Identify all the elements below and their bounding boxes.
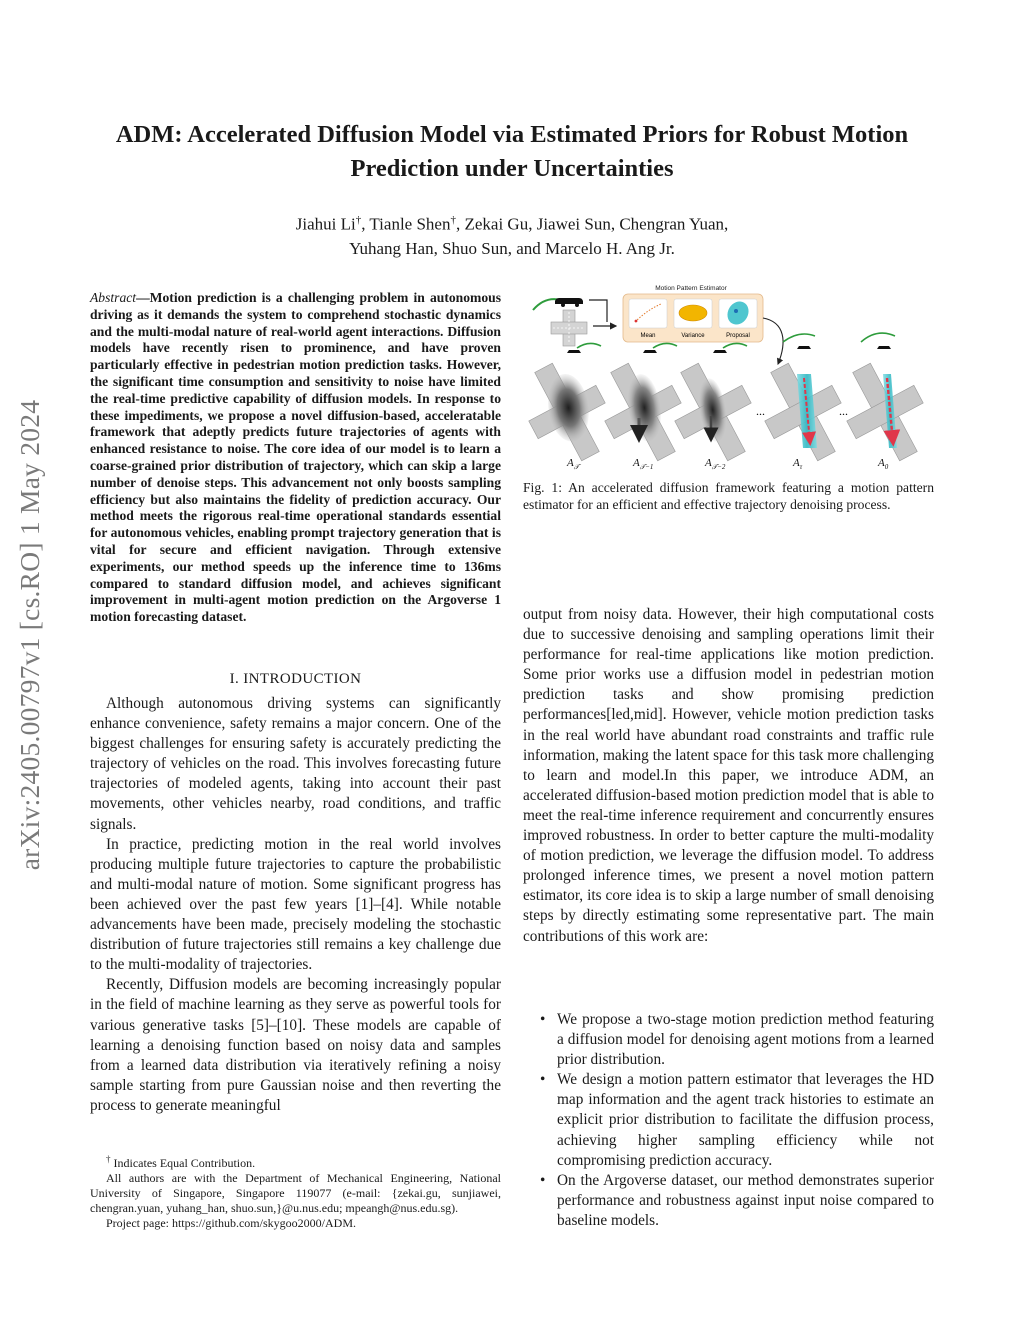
footnotes [90,1152,501,1231]
figure-1 [523,282,943,477]
stage-label-A-T: $A_𝒯$ [567,457,580,471]
ellipsis-2: ... [839,404,848,418]
stage-label-A-tau: $A_\tau$ [793,457,803,471]
footnote-equal-contribution: † Indicates Equal Contribution. [106,1154,256,1170]
bullet-icon: • [540,1011,546,1028]
section-heading-introduction: I. INTRODUCTION [229,671,362,687]
proposal-panel [719,298,757,329]
bullet-icon: • [540,1071,546,1089]
mean-label: Mean [640,333,656,339]
variance-panel [674,299,712,328]
car-icon [555,298,583,304]
author-list [60,208,964,261]
variance-label: Variance [681,333,705,339]
list-item: • We design a motion pattern estimator that leverages the HD map information and the agent track histories to estimate an explicit prior distribution to facilitate the diffusion process, achieving higher sampling efficiency while not compromising prediction accuracy. [540,1071,934,1169]
list-item: • On the Argoverse dataset, our method demonstrates superior performance and robustness against input noise compared to baseline models. [540,1171,934,1229]
stage-label-A-0: $A_0$ [878,457,889,471]
intersection-icon [551,310,587,346]
paragraph: Recently, Diffusion models are becoming increasingly popular in the field of machine learning as they serve as powerful tools for various generative tasks [5]–[10]. These models are capable of learning a denoising function based on noisy data and samples from a learned data distribution via iteratively refining a noisy sample starting from pure Gaussian noise and then reverting the process to generate meaningful [90,976,501,1114]
input-scene [533,298,616,346]
stage-label-A-T-minus-1: $A_{𝒯-1}$ [633,457,654,471]
footnote-affiliation: All authors are with the Department of Mechanical Engineering, National University of Singapore, Singapore 119077 (e-mail: {zekai.gu, sunjiawei, chengran.yuan, yuhang_han, shuo.sun,}@u.nus.edu; mpeangh@nus.edu.sg). [90,1171,501,1215]
abstract [90,290,501,626]
intro-left-column [90,694,501,1116]
paragraph: output from noisy data. However, their high computational costs due to successive denoising and sampling operations limit their performance for real-time applications like motion prediction. Some prior works use a diffusion model in pedestrian motion prediction tasks and show promising prediction performances[led,mid]. However, vehicle motion prediction tasks in the real world have abundant road constraints and traffic rule information, making the latent space for this task more challenging to learn and model.In this paper, we introduce ADM, an accelerated diffusion-based motion prediction model that is able to meet the real-time inference requirement and concurrently ensures improved robustness. In order to better capture the multi-modality of motion prediction, we leverage the diffusion model. To address prolonged inference times, we present a novel motion pattern estimator, its core idea is to skip a large number of small denoising steps by directly estimating some representative part. The main contributions of this work are: [523,606,934,945]
estimator-title: Motion Pattern Estimator [655,285,727,292]
stage-A-T-minus-2 [656,343,770,474]
bullet-icon: • [540,1171,546,1189]
footnote-project-page: Project page: https://github.com/skygoo2000/ADM. [106,1216,356,1230]
paragraph: Although autonomous driving systems can significantly enhance convenience, safety remains a major concern. One of the biggest challenges for ensuring safety is accurately predicting the trajectory of vehicles on the road. This involves forecasting future trajectories of modeled agents, taking into account their past movements, other vehicles nearby, road conditions, and traffic signals. [90,695,501,833]
stage-label-A-T-minus-2: $A_{𝒯-2}$ [705,457,726,471]
figure-1-caption: Fig. 1: An accelerated diffusion framework featuring a motion pattern estimator for an efficient and effective trajectory denoising process. [523,480,934,512]
contribution-list [523,1010,934,1231]
list-item: • We propose a two-stage motion prediction method featuring a diffusion model for denoising agent motions from a learned prior distribution. [540,1011,934,1069]
abstract-dash: — [136,290,150,305]
arxiv-id: arXiv:2405.00797v1 [cs.RO] 1 May 2024 [14,399,45,871]
author-line-2: Yuhang Han, Shuo Sun, and Marcelo H. Ang Jr. [349,238,675,258]
paper-title: ADM: Accelerated Diffusion Model via Estimated Priors for Robust Motion Prediction under Uncertainties [115,121,909,182]
stage-A-T-minus-1 [586,343,700,474]
arxiv-stamp [10,338,50,933]
ellipsis-1: ... [756,404,765,418]
author-line-1: Jiahui Li†, Tianle Shen†, Zekai Gu, Jiawei Sun, Chengran Yuan, [295,214,729,234]
abstract-text: Motion prediction is a challenging problem in autonomous driving as it demands the system to comprehend stochastic dynamics and the multi-modal nature of real-world agent interactions. Diffusion models have recently risen to prominence, and have proven particularly effective in pedestrian motion prediction tasks. However, the significant time consumption and sensitivity to noise have limited the real-time predictive capability of diffusion models. In response to these impediments, we propose a novel diffusion-based, acceleratable framework that adeptly predicts future trajectories of agents with enhanced resistance to noise. The core idea of our model is to learn a coarse-grained prior distribution of trajectory, which can skip a large number of denoise steps. This advancement not only boosts sampling efficiency but also maintains the fidelity of prediction accuracy. Our method meets the rigorous real-time operational standards essential for autonomous vehicles, enabling prompt trajectory generation that is vital for secure and efficient navigation. Through extensive experiments, our method speeds up the inference time to 136ms compared to standard diffusion model, and achieves significant improvement in multi-agent motion prediction on the Argoverse 1 motion forecasting dataset. [90,290,501,625]
proposal-label: Proposal [726,333,750,339]
stage-A-T [523,343,624,474]
intro-right-column [523,605,934,947]
mean-panel [629,299,667,328]
abstract-label: Abstract [90,290,137,305]
paragraph: In practice, predicting motion in the real world involves producing multiple future trajectories to capture the probabilistic and multi-modal nature of motion. Some significant progress has been achieved over the past few years [1]–[4]. While notable advancements have been made, precisely modeling the stochastic distribution of future trajectories still remains a key challenge due to the multi-modality of trajectories. [90,835,501,974]
